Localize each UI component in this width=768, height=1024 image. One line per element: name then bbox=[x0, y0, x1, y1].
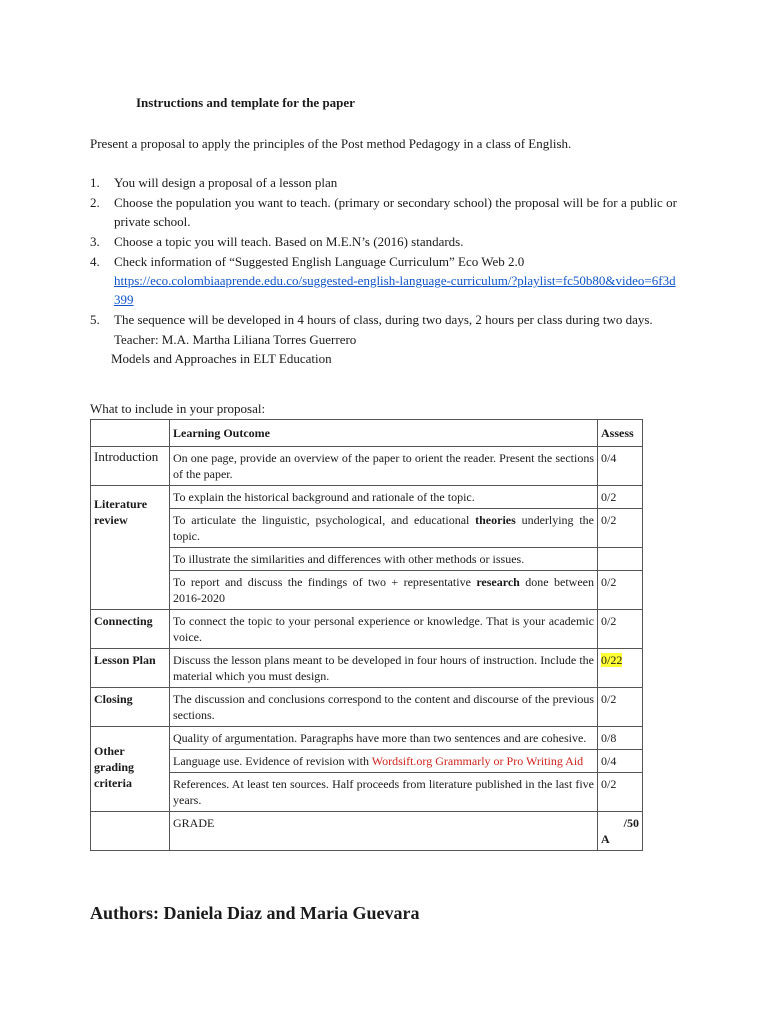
section-introduction: Introduction bbox=[91, 447, 170, 486]
table-row bbox=[91, 750, 643, 773]
list-text: Choose the population you want to teach. (primary or secondary school) the proposal will be for a public or private school. bbox=[114, 195, 677, 229]
assess-cell: 0/2 bbox=[598, 571, 643, 610]
grade-row bbox=[91, 812, 643, 851]
table-row bbox=[91, 571, 643, 610]
list-item bbox=[90, 310, 677, 329]
header-section bbox=[91, 420, 170, 447]
outcome-cell: References. At least ten sources. Half proceeds from literature published in the last five years. bbox=[170, 773, 598, 812]
table-row bbox=[91, 610, 643, 649]
outcome-cell: On one page, provide an overview of the paper to orient the reader. Present the sections of the paper. bbox=[170, 447, 598, 486]
assess-cell: 0/2 bbox=[598, 773, 643, 812]
grade-score: /50 bbox=[623, 816, 639, 830]
table-row bbox=[91, 486, 643, 509]
list-number: 3. bbox=[90, 234, 100, 249]
outcome-cell: Discuss the lesson plans meant to be developed in four hours of instruction. Include the material which you must design. bbox=[170, 649, 598, 688]
table-row bbox=[91, 447, 643, 486]
header-learning-outcome: Learning Outcome bbox=[170, 420, 598, 447]
grade-empty-cell bbox=[91, 812, 170, 851]
list-item bbox=[90, 173, 677, 192]
section-other-criteria: Other grading criteria bbox=[91, 727, 170, 812]
section-literature-review: Literature review bbox=[91, 486, 170, 610]
section-closing: Closing bbox=[91, 688, 170, 727]
outcome-cell: Quality of argumentation. Paragraphs have more than two sentences and are cohesive. bbox=[170, 727, 598, 750]
teacher-name: Teacher: M.A. Martha Liliana Torres Guerrero bbox=[114, 332, 357, 347]
intro-text: Present a proposal to apply the principles of the Post method Pedagogy in a class of English. bbox=[90, 136, 572, 151]
assess-cell: 0/2 bbox=[598, 486, 643, 509]
outcome-cell: To illustrate the similarities and differences with other methods or issues. bbox=[170, 548, 598, 571]
assess-cell: 0/8 bbox=[598, 727, 643, 750]
section-lesson-plan: Lesson Plan bbox=[91, 649, 170, 688]
authors-line: Authors: Daniela Diaz and Maria Guevara bbox=[90, 903, 420, 923]
tools-text: Wordsift.org Grammarly or Pro Writing Aid bbox=[371, 754, 584, 768]
rubric-table bbox=[90, 419, 643, 851]
outcome-cell: To report and discuss the findings of two + representative research done between 2016-2020 bbox=[170, 571, 598, 610]
assess-cell: 0/4 bbox=[598, 447, 643, 486]
outcome-cell: To connect the topic to your personal experience or knowledge. That is your academic voice. bbox=[170, 610, 598, 649]
table-row bbox=[91, 649, 643, 688]
list-item bbox=[90, 193, 677, 231]
assess-cell bbox=[598, 649, 643, 688]
list-number: 2. bbox=[90, 195, 100, 210]
list-number: 5. bbox=[90, 312, 100, 327]
include-label: What to include in your proposal: bbox=[90, 401, 266, 416]
section-connecting: Connecting bbox=[91, 610, 170, 649]
grade-score-cell bbox=[598, 812, 643, 851]
table-row bbox=[91, 727, 643, 750]
outcome-cell: Language use. Evidence of revision with Wordsift.org Grammarly or Pro Writing Aid bbox=[170, 750, 598, 773]
instructions-list bbox=[90, 173, 677, 368]
course-name: Models and Approaches in ELT Education bbox=[111, 351, 332, 366]
table-row bbox=[91, 773, 643, 812]
list-text: Check information of “Suggested English Language Curriculum” Eco Web 2.0 bbox=[114, 254, 525, 269]
list-text: Choose a topic you will teach. Based on M.E.N’s (2016) standards. bbox=[114, 234, 464, 249]
list-item bbox=[90, 232, 677, 251]
outcome-cell: To articulate the linguistic, psychological, and educational theories underlying the topic. bbox=[170, 509, 598, 548]
highlighted-score: 0/22 bbox=[601, 653, 623, 667]
document-title: Instructions and template for the paper bbox=[136, 95, 355, 110]
table-row bbox=[91, 688, 643, 727]
grade-label: GRADE bbox=[170, 812, 598, 851]
list-number: 4. bbox=[90, 254, 100, 269]
assess-cell: 0/4 bbox=[598, 750, 643, 773]
table-row bbox=[91, 509, 643, 548]
list-text: The sequence will be developed in 4 hours of class, during two days, 2 hours per class during two days. bbox=[114, 312, 653, 327]
list-item bbox=[90, 252, 677, 309]
assess-cell: 0/2 bbox=[598, 688, 643, 727]
assess-cell: 0/2 bbox=[598, 610, 643, 649]
list-number: 1. bbox=[90, 175, 100, 190]
outcome-cell: To explain the historical background and rationale of the topic. bbox=[170, 486, 598, 509]
list-text: You will design a proposal of a lesson plan bbox=[114, 175, 338, 190]
curriculum-link[interactable]: https://eco.colombiaaprende.edu.co/suggested-english-language-curriculum/?playlist=fc50b80&video=6f3d399 bbox=[114, 273, 676, 307]
table-row bbox=[91, 548, 643, 571]
assess-cell bbox=[598, 548, 643, 571]
outcome-cell: The discussion and conclusions correspond to the content and discourse of the previous sections. bbox=[170, 688, 598, 727]
assess-cell: 0/2 bbox=[598, 509, 643, 548]
header-assess: Assess bbox=[598, 420, 643, 447]
table-header-row bbox=[91, 420, 643, 447]
grade-letter: A bbox=[601, 832, 610, 846]
